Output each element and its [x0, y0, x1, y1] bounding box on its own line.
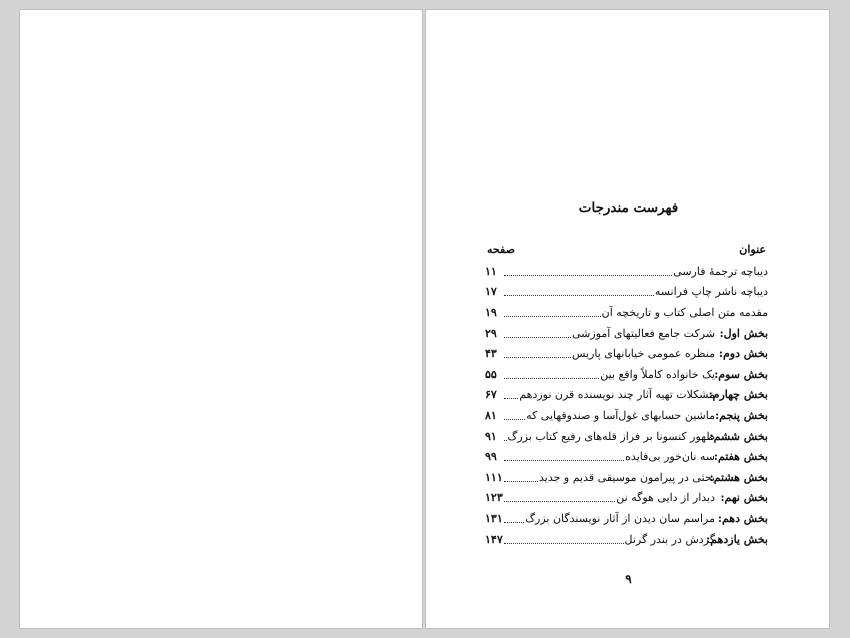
toc-entry-page: ۵۵: [485, 367, 497, 381]
toc-entry-page: ۱۷: [485, 285, 497, 299]
toc-entry-page: ۱۱: [485, 264, 497, 278]
toc-entry-title: منظره عمومی خیابانهای پاریس: [571, 347, 715, 361]
toc-entry-page: ۹۹: [485, 450, 497, 464]
toc-entry: [485, 446, 768, 467]
toc-entry: [485, 426, 768, 447]
dot-leader: [504, 275, 672, 276]
toc-entry-page: ۸۱: [485, 408, 497, 422]
toc-entry-part: بخش سوم:: [714, 367, 768, 381]
dot-leader: [504, 378, 599, 379]
toc-entry-title: گردش در بندر گرنل: [624, 532, 715, 546]
toc-entry: [485, 488, 768, 509]
dot-leader: [504, 337, 571, 338]
toc-entry-part: بخش ششم:: [709, 429, 768, 443]
toc-entry-title: دیباچه ناشر چاپ فرانسه: [654, 285, 768, 299]
toc-entry-part: بخش هفتم:: [713, 450, 768, 464]
dot-leader: [504, 295, 654, 296]
toc-entry-part: بخش هشتم:: [709, 470, 768, 484]
toc-entry-page: ۹۱: [485, 429, 497, 443]
toc-entry-page: ۱۱۱: [485, 470, 503, 484]
toc-entry-page: ۶۷: [485, 388, 497, 402]
toc-entry-part: بخش اول:: [719, 326, 768, 340]
page-number: ۹: [625, 572, 632, 586]
toc-entry-part: بخش نهم:: [720, 491, 768, 505]
toc-entry: [485, 282, 768, 303]
toc-entry-title: شرکت جامع فعالیتهای آموزشی: [572, 326, 715, 340]
toc-entry-title: مشکلات تهیه آثار چند نویسنده قرن نوزدهم: [519, 388, 715, 402]
toc-entry-title: سه نان‌خور بی‌فایده: [625, 450, 715, 464]
toc-entry-title: ماشین حسابهای غول‌آسا و صندوقهایی که: [526, 408, 715, 422]
column-header-title: عنوان: [739, 243, 766, 256]
toc-entry-title: بحثی در پیرامون موسیقی قدیم و جدید: [539, 470, 715, 484]
toc-entry-page: ۱۲۳: [485, 491, 503, 505]
toc-entry-part: بخش دوم:: [718, 347, 768, 361]
dot-leader: [504, 481, 538, 482]
toc-entry-title: یک خانواده کاملاً واقع بین: [600, 367, 715, 381]
toc-entry: [485, 323, 768, 344]
toc-entry-page: ۲۹: [485, 326, 497, 340]
toc-entry-title: مقدمه متن اصلی کتاب و تاریخچه آن: [601, 305, 768, 319]
toc-entry: [485, 343, 768, 364]
column-header-page: صفحه: [487, 243, 515, 256]
toc-entry: [485, 508, 768, 529]
toc-entry-part: بخش یازدهم:: [706, 532, 768, 546]
dot-leader: [504, 543, 624, 544]
dot-leader: [504, 316, 601, 317]
toc-entry: [485, 385, 768, 406]
toc-entry: [485, 529, 768, 550]
dot-leader: [504, 501, 615, 502]
dot-leader: [504, 398, 518, 399]
toc-entry: [485, 302, 768, 323]
toc-entry-title: دیدار از دایی هوگه نن: [616, 491, 715, 505]
toc-entry-part: بخش پنجم:: [715, 408, 768, 422]
left-page: [19, 9, 423, 629]
toc-entry-title: دیباچه ترجمهٔ فارسی: [673, 264, 768, 278]
toc-title: فهرست مندرجات: [578, 200, 679, 216]
toc-entry-page: ۱۳۱: [485, 511, 503, 525]
toc-entry-title: مراسم سان دیدن از آثار نویسندگان بزرگ: [525, 511, 715, 525]
toc-entry: [485, 261, 768, 282]
toc-entry: [485, 467, 768, 488]
dot-leader: [504, 440, 507, 441]
dot-leader: [504, 419, 525, 420]
toc-entry-page: ۴۳: [485, 347, 497, 361]
toc-entry: [485, 364, 768, 385]
toc-entry-part: بخش دهم:: [717, 511, 768, 525]
dot-leader: [504, 357, 571, 358]
toc-entry-part: بخش چهارم:: [708, 388, 768, 402]
toc-entry-title: ظهور کنسونا بر فراز قله‌های رفیع کتاب بزرگ: [507, 429, 715, 443]
toc-entry-page: ۱۴۷: [485, 532, 503, 546]
toc-list: [485, 261, 768, 549]
dot-leader: [504, 522, 524, 523]
dot-leader: [504, 460, 624, 461]
right-page: [425, 9, 830, 629]
toc-entry-page: ۱۹: [485, 305, 497, 319]
toc-entry: [485, 405, 768, 426]
